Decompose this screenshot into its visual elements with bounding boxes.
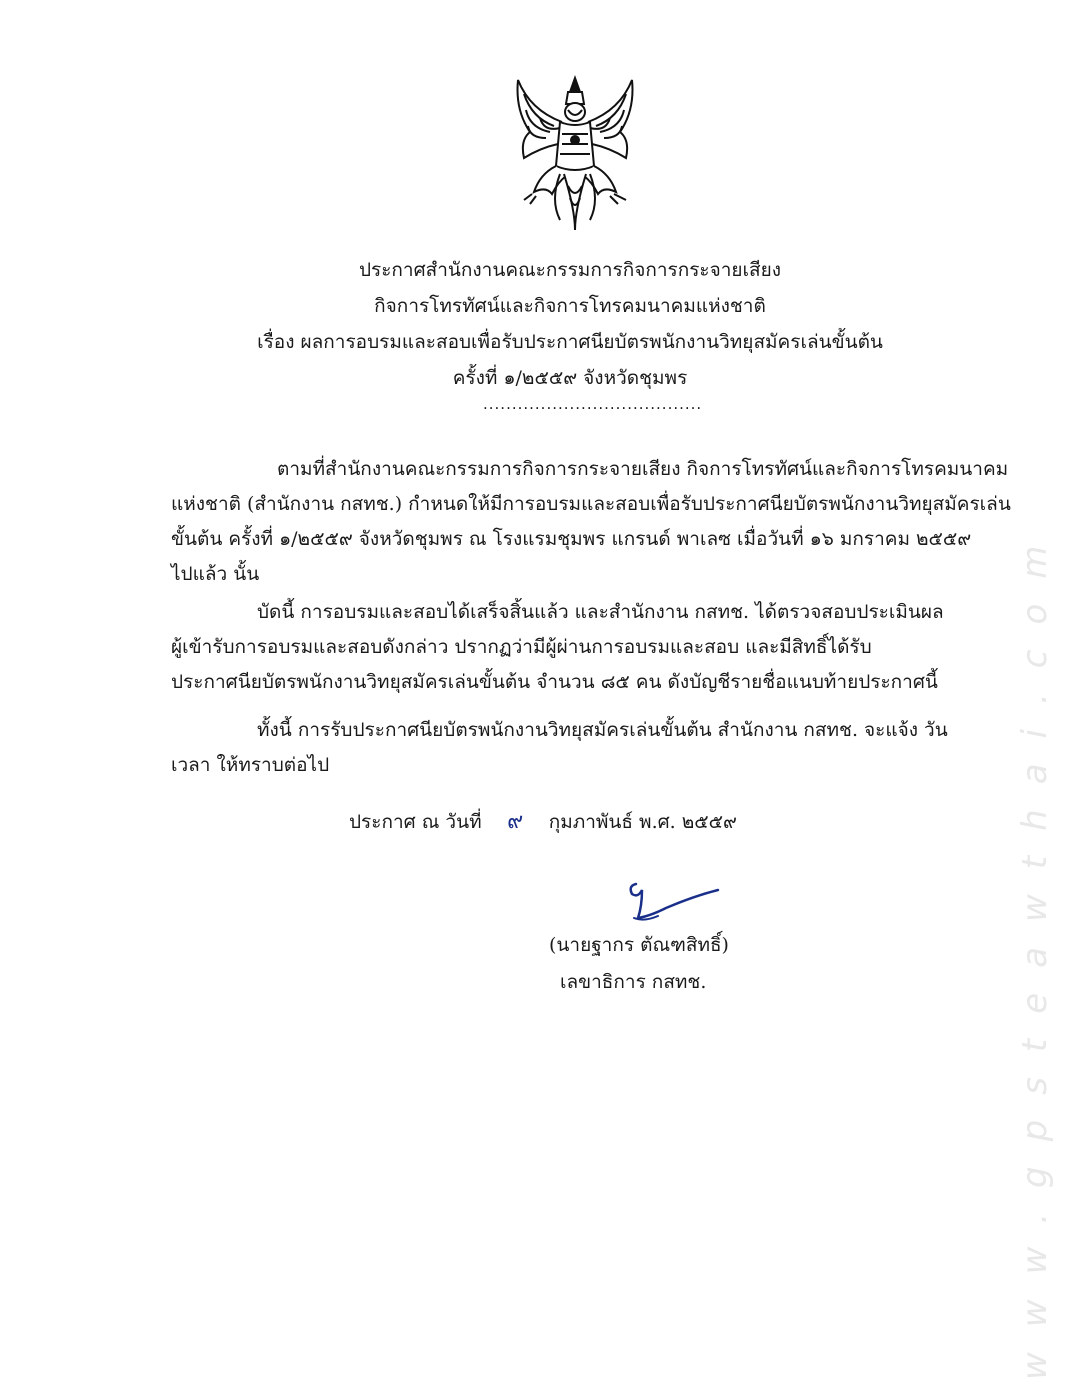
paragraph-2 [171, 595, 979, 700]
handwritten-signature-icon [614, 872, 724, 927]
watermark-text: www.gpsteawthai.com [1015, 520, 1055, 1380]
document-title [170, 252, 970, 396]
paragraph-2-line-3: ประกาศนียบัตรพนักงานวิทยุสมัครเล่นขั้นต้น จำนวน ๘๕ คน ดังบัญชีรายชื่อแนบท้ายประกาศนี้ [171, 671, 938, 693]
announcement-day: ๙ [507, 809, 524, 834]
paragraph-3-line-2: เวลา ให้ทราบต่อไป [171, 754, 330, 776]
paragraph-2-line-2: ผู้เข้ารับการอบรมและสอบดังกล่าว ปรากฏว่ามีผู้ผ่านการอบรมและสอบ และมีสิทธิ์ได้รับ [171, 636, 872, 658]
title-line-3: เรื่อง ผลการอบรมและสอบเพื่อรับประกาศนียบัตรพนักงานวิทยุสมัครเล่นขั้นต้น [257, 331, 883, 353]
paragraph-1-line-2: แห่งชาติ (สำนักงาน กสทช.) กำหนดให้มีการอบรมและสอบเพื่อรับประกาศนียบัตรพนักงานวิทยุสมัครเล่น [171, 493, 1011, 515]
paragraph-2-line-1: บัดนี้ การอบรมและสอบได้เสร็จสิ้นแล้ว และสำนักงาน กสทช. ได้ตรวจสอบประเมินผล [257, 601, 944, 623]
signatory-position: เลขาธิการ กสทช. [560, 971, 707, 993]
paragraph-3-line-1: ทั้งนี้ การรับประกาศนียบัตรพนักงานวิทยุสมัครเล่นขั้นต้น สำนักงาน กสทช. จะแจ้ง วัน [257, 719, 948, 741]
title-line-1: ประกาศสำนักงานคณะกรรมการกิจการกระจายเสียง [358, 259, 782, 281]
title-line-2: กิจการโทรทัศน์และกิจการโทรคมนาคมแห่งชาติ [374, 295, 766, 317]
title-line-4: ครั้งที่ ๑/๒๕๕๙ จังหวัดชุมพร [452, 367, 688, 389]
signatory-name: (นายฐากร ตัณฑสิทธิ์) [549, 934, 729, 956]
announcement-suffix: กุมภาพันธ์ พ.ศ. ๒๕๕๙ [548, 811, 737, 833]
paragraph-1-line-4: ไปแล้ว นั้น [171, 563, 260, 585]
garuda-emblem-icon [510, 70, 640, 235]
paragraph-1 [171, 452, 1011, 592]
separator-line: ...................................... [483, 395, 703, 413]
announcement-prefix: ประกาศ ณ วันที่ [349, 811, 482, 833]
announcement-date [349, 803, 737, 838]
paragraph-1-line-3: ขั้นต้น ครั้งที่ ๑/๒๕๕๙ จังหวัดชุมพร ณ โรงแรมชุมพร แกรนด์ พาเลซ เมื่อวันที่ ๑๖ มกราคม ๒๕๕๙ [171, 528, 972, 550]
paragraph-1-line-1: ตามที่สำนักงานคณะกรรมการกิจการกระจายเสียง กิจการโทรทัศน์และกิจการโทรคมนาคม [277, 458, 1009, 480]
paragraph-3 [171, 713, 979, 783]
